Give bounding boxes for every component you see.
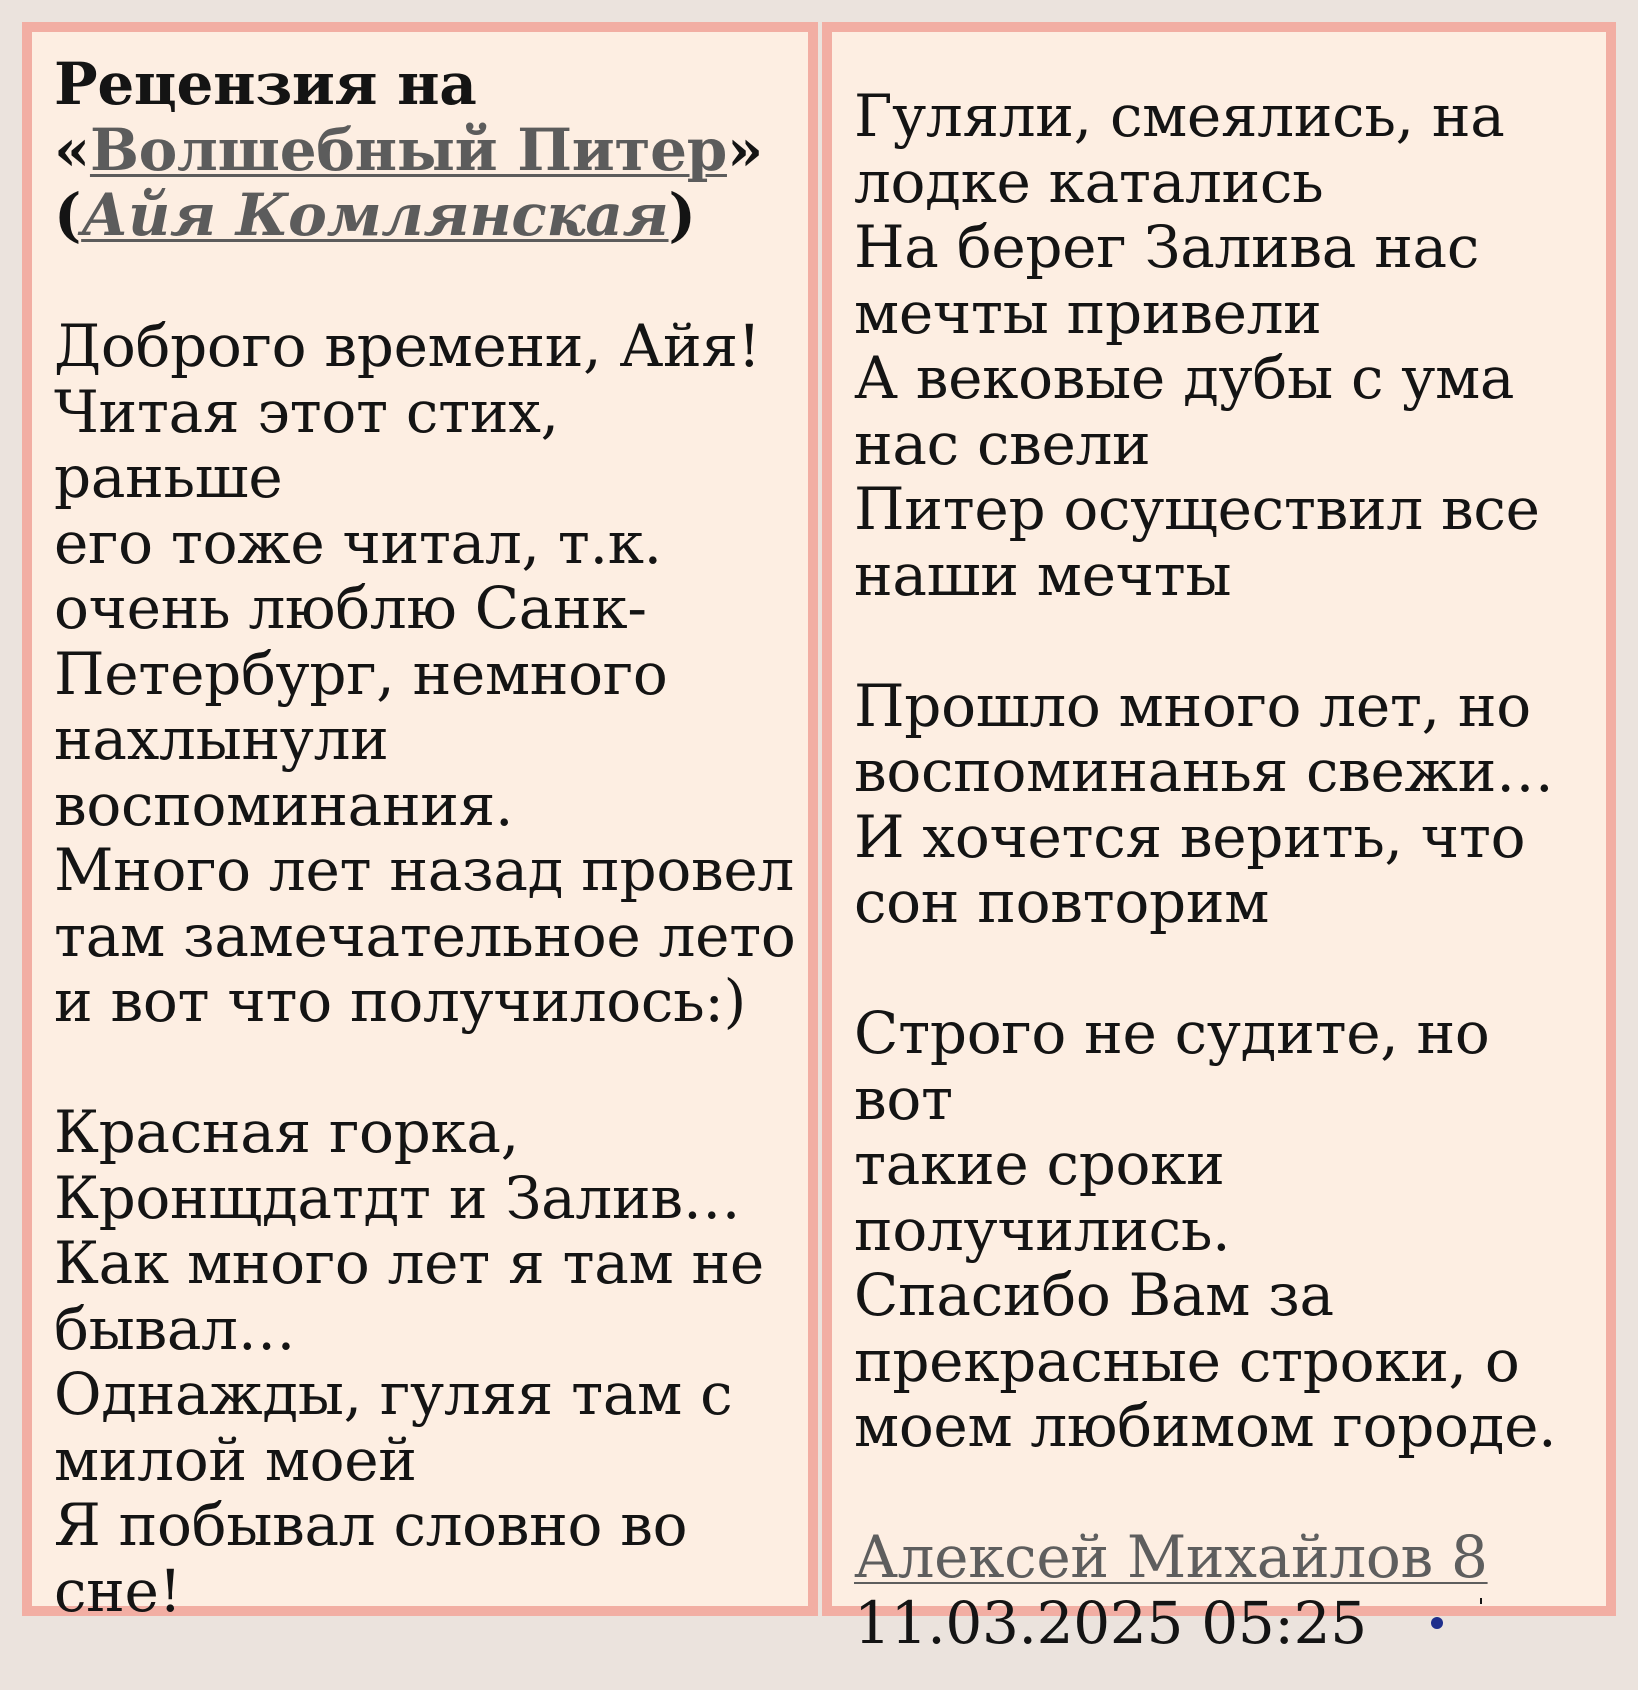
text-line: Строго не судите, но вот xyxy=(854,999,1490,1133)
text-line: Кронщдатдт и Залив… xyxy=(54,1163,741,1232)
text-line: А вековые дубы с ума xyxy=(854,344,1515,412)
text-line: Гуляли, смеялись, на xyxy=(854,82,1505,150)
text-line: Доброго времени, Айя! xyxy=(54,312,761,380)
paren-close: ) xyxy=(668,181,696,249)
text-line: нахлынули xyxy=(54,705,389,773)
paren-open: ( xyxy=(54,181,82,249)
review-title xyxy=(54,52,800,249)
text-line: наши мечты xyxy=(854,540,1232,609)
paragraph xyxy=(854,1001,1598,1460)
text-line: Читая этот стих, раньше xyxy=(54,377,559,511)
text-line: Петербург, немного xyxy=(54,639,668,708)
text-line: прекрасные строки, о xyxy=(854,1326,1520,1395)
review-content-left xyxy=(54,52,800,1690)
text-line: его тоже читал, т.к. xyxy=(54,508,662,577)
signature xyxy=(854,1525,1598,1656)
text-line: и вот что получилось:) xyxy=(54,967,746,1035)
paragraph xyxy=(54,314,800,1035)
quote-open: « xyxy=(54,115,90,184)
text-line: Прошло много лет, но xyxy=(854,671,1531,740)
review-text-left xyxy=(54,314,800,1624)
review-text-right xyxy=(854,84,1598,1460)
text-line: Много лет назад провел xyxy=(54,836,794,904)
signature-author-link[interactable]: Алексей Михайлов 8 xyxy=(854,1523,1488,1591)
signature-datetime: 11.03.2025 05:25 xyxy=(854,1588,1367,1657)
text-line: бывал… xyxy=(54,1294,296,1363)
text-line: там замечательное лето xyxy=(54,901,796,970)
text-line: Спасибо Вам за xyxy=(854,1261,1334,1329)
text-line: воспоминания. xyxy=(54,770,514,839)
paragraph xyxy=(854,671,1598,936)
text-line: мечты привели xyxy=(854,278,1322,347)
text-line: сон повторим xyxy=(854,868,1270,936)
text-line: нас свели xyxy=(854,409,1151,478)
review-content-right xyxy=(854,84,1598,1656)
review-panel-left xyxy=(22,22,818,1625)
text-line: воспоминанья свежи… xyxy=(854,737,1554,805)
text-line: Как много лет я там не xyxy=(54,1229,764,1297)
dot-icon xyxy=(1431,1617,1443,1629)
text-line: Питер осуществил все xyxy=(854,475,1540,543)
text-line: сне! xyxy=(54,1556,182,1625)
tick-mark xyxy=(1480,1598,1482,1604)
text-line: такие сроки xyxy=(854,1130,1225,1198)
title-gap xyxy=(54,249,800,315)
text-line: получились. xyxy=(854,1195,1231,1264)
text-line: очень люблю Санк- xyxy=(54,574,647,642)
text-line: Красная горка, xyxy=(54,1098,519,1166)
text-line: милой моей xyxy=(54,1425,417,1494)
text-line: На берег Залива нас xyxy=(854,213,1480,281)
quote-close: » xyxy=(726,115,763,184)
text-line: лодке катались xyxy=(854,147,1324,216)
text-line: И хочется верить, что xyxy=(854,802,1526,871)
review-title-prefix: Рецензия на xyxy=(54,50,477,118)
work-title-link[interactable]: Волшебный Питер xyxy=(89,115,727,184)
paragraph xyxy=(854,84,1598,608)
work-author-link[interactable]: Айя Комлянская xyxy=(81,181,669,249)
text-line: Я побывал словно во xyxy=(54,1491,688,1559)
paragraph xyxy=(54,1100,800,1624)
review-panel-right xyxy=(822,22,1616,1657)
text-line: моем любимом городе. xyxy=(854,1392,1557,1460)
text-line: Однажды, гуляя там с xyxy=(54,1360,733,1428)
